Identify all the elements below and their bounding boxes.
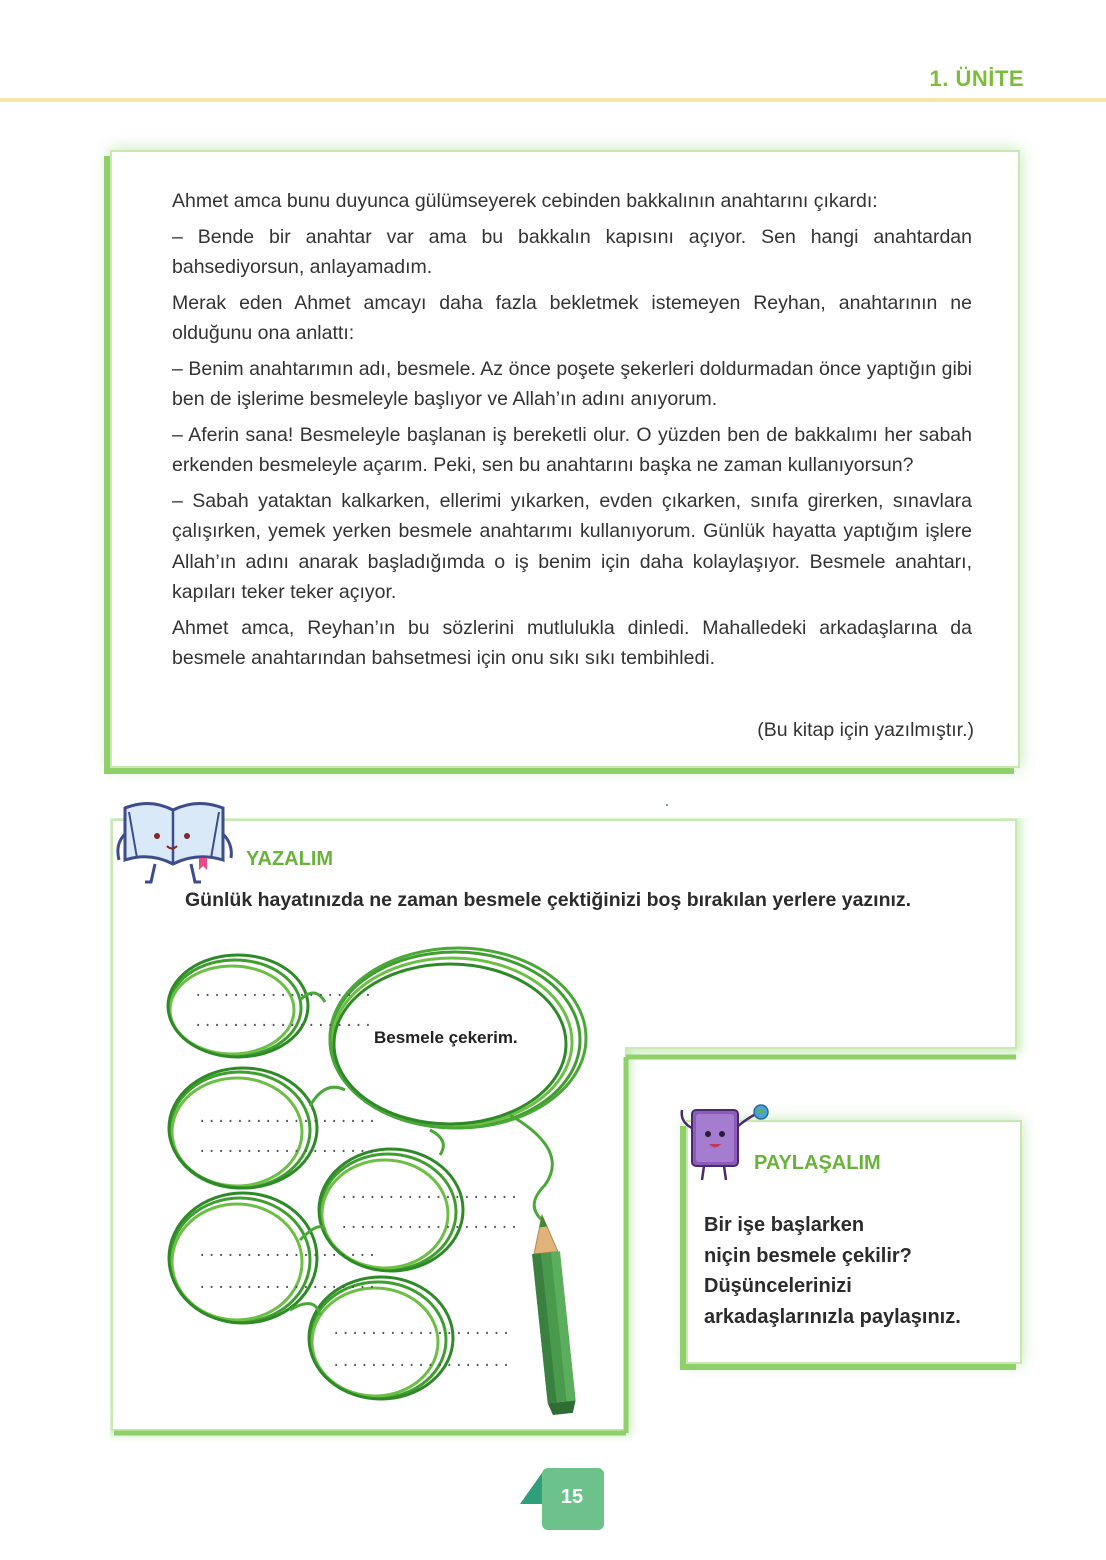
bubble-drawing — [150, 930, 610, 1420]
yazalim-title: YAZALIM — [246, 848, 334, 870]
page-number: 15 — [560, 1486, 584, 1508]
stray-dot — [666, 804, 668, 806]
blank-line[interactable]: ................... — [198, 1276, 378, 1292]
story-box — [110, 150, 1020, 768]
blank-line[interactable]: ................... — [198, 1140, 378, 1156]
paylasalim-line: Düşüncelerinizi — [704, 1275, 852, 1297]
story-paragraph: – Benim anahtarımın adı, besmele. Az önce poşete şekerleri doldurmadan önce yaptığın gibi ben de işlerime besmeleyle başlıyor ve Allah’ın adını anıyorum. — [172, 357, 972, 410]
story-paragraph: Ahmet amca bunu duyunca gülümseyerek cebinden bakkalının anahtarını çıkardı: — [172, 190, 878, 212]
blank-line[interactable]: ................... — [198, 1244, 378, 1260]
purple-book-mascot-icon — [676, 1104, 776, 1184]
main-bubble-label: Besmele çekerim. — [374, 1028, 518, 1047]
story-source: (Bu kitap için yazılmıştır.) — [757, 719, 974, 741]
yazalim-instruction: Günlük hayatınızda ne zaman besmele çektiğinizi boş bırakılan yerlere yazınız. — [185, 889, 912, 911]
blank-line[interactable]: ................... — [332, 1322, 512, 1338]
header-rule — [0, 98, 1106, 102]
paylasalim-line: arkadaşlarınızla paylaşınız. — [704, 1305, 961, 1328]
story-paragraph: Ahmet amca, Reyhan’ın bu sözlerini mutlulukla dinledi. Mahalledeki arkadaşlarına da besmele anahtarından bahsetmesi için onu sıkı sıkı tembihledi. — [172, 616, 972, 669]
paylasalim-line: Bir işe başlarken — [704, 1214, 865, 1236]
blank-line[interactable]: ................... — [194, 1014, 374, 1030]
blank-line[interactable]: ................... — [332, 1354, 512, 1370]
blank-line[interactable]: ................... — [340, 1216, 520, 1232]
blank-line[interactable]: ................... — [194, 984, 374, 1000]
paylasalim-question — [704, 1210, 961, 1332]
blank-line[interactable]: ................... — [340, 1186, 520, 1202]
unit-title: 1. ÜNİTE — [929, 66, 1024, 91]
story-text — [172, 186, 972, 679]
story-paragraph: – Sabah yataktan kalkarken, ellerimi yıkarken, evden çıkarken, sınıfa girerken, sınavlara çalışırken, yemek yerken besmele anahtarımı kullanıyorum. Günlük hayatta yaptığım işlere Allah’ın adını anarak başladığımda o iş benim için daha kolaylaşıyor. Besmele anahtarı, kapıları teker teker açıyor. — [172, 489, 972, 603]
story-paragraph: Merak eden Ahmet amcayı daha fazla bekletmek istemeyen Reyhan, anahtarının ne olduğunu ona anlattı: — [172, 291, 972, 344]
book-mascot-icon — [115, 798, 235, 888]
story-paragraph: – Aferin sana! Besmeleyle başlanan iş bereketli olur. O yüzden ben de bakkalımı her sabah erkenden besmeleyle açarım. Peki, sen bu anahtarını başka ne zaman kullanıyorsun? — [172, 423, 972, 476]
paylasalim-title: PAYLAŞALIM — [754, 1152, 881, 1174]
paylasalim-line: niçin besmele çekilir? — [704, 1244, 912, 1267]
blank-line[interactable]: ................... — [198, 1110, 378, 1126]
story-paragraph: – Bende bir anahtar var ama bu bakkalın kapısını açıyor. Sen hangi anahtardan bahsediyorsun, anlayamadım. — [172, 225, 972, 278]
